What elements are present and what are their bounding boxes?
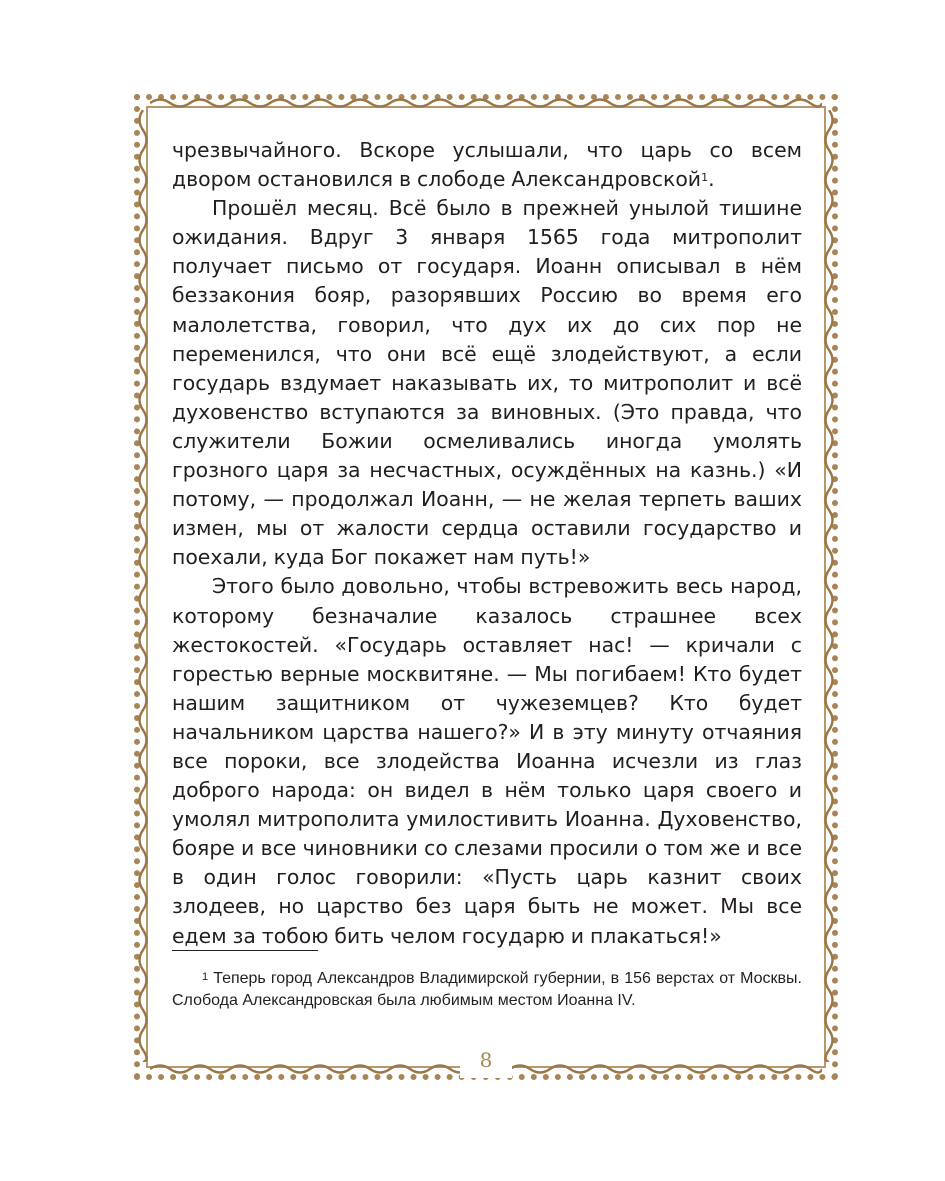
footnote-divider xyxy=(172,950,318,951)
footnote-reference: 1 xyxy=(701,171,709,185)
main-text xyxy=(172,136,802,951)
paragraph-2: Прошёл месяц. Всё было в прежней унылой тишине ожидания. Вдруг 3 января 1565 года митрополит получает письмо от государя. Иоанн описывал в нём беззакония бояр, разорявших Россию во время его малолетства, говорил, что дух их до сих пор не переменился, что они всё ещё злодействуют, а если государь вздумает наказывать их, то митрополит и всё духовенство вступаются за виновных. (Это правда, что служители Божии осмеливались иногда умолять грозного царя за несчастных, осуждённых на казнь.) «И потому, — продолжал Иоанн, — не желая терпеть ваших измен, мы от жалости сердца оставили государство и поехали, куда Бог покажет нам путь!» xyxy=(172,196,802,570)
page-number: 8 xyxy=(460,1042,512,1078)
ornament-left-vine-icon xyxy=(136,110,150,1062)
footnote-marker: 1 xyxy=(202,971,209,983)
footnote-text: Теперь город Александров Владимирской губернии, в 156 верстах от Москвы. Слобода Александровская была любимым местом Иоанна IV. xyxy=(172,970,802,1009)
ornament-right-vine-icon xyxy=(822,110,836,1062)
paragraph-1-text: чрезвычайного. Вскоре услышали, что царь со всем двором остановился в слободе Александровской xyxy=(172,138,802,192)
paragraph-1: чрезвычайного. Вскоре услышали, что царь со всем двором остановился в слободе Александровской$^1$. xyxy=(172,138,802,192)
ornament-top-vine-icon xyxy=(150,96,822,110)
paragraph-3: Этого было довольно, чтобы встревожить весь народ, которому безначалие казалось страшнее всех жестокостей. «Государь оставляет нас! — кричали с горестью верные москвитяне. — Мы погибаем! Кто будет нашим защитником от чужеземцев? Кто будет начальником царства нашего?» И в эту минуту отчаяния все пороки, все злодейства Иоанна исчезли из глаз доброго народа: он видел в нём только царя своего и умолял митрополита умилостивить Иоанна. Духовенство, бояре и все чиновники со слезами просили о том же и все в один голос говорили: «Пусть царь казнит своих злодеев, но царство без царя быть не может. Мы все едем за тобою бить челом государю и плакаться!» xyxy=(172,574,802,948)
footnote xyxy=(172,968,802,1012)
